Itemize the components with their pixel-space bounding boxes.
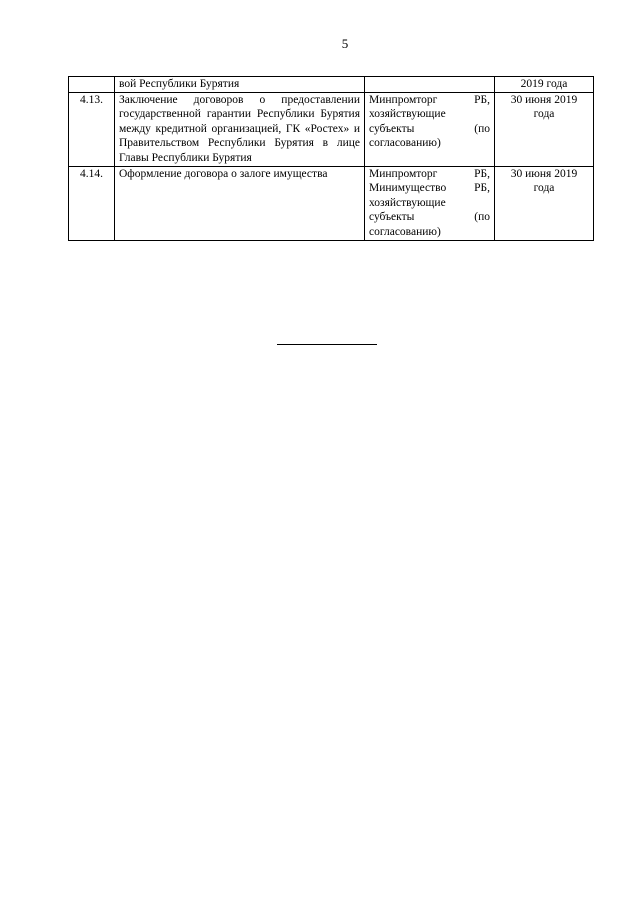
plan-table xyxy=(68,76,594,241)
page-number: 5 xyxy=(341,36,349,51)
row-number: 4.14. xyxy=(69,166,115,240)
table-row xyxy=(69,92,594,166)
row-term: 2019 года xyxy=(495,77,594,93)
row-action: вой Республики Бурятия xyxy=(115,77,365,93)
row-term: 30 июня 2019 года xyxy=(495,166,594,240)
row-number: 4.13. xyxy=(69,92,115,166)
row-term: 30 июня 2019 года xyxy=(495,92,594,166)
row-action: Заключение договоров о предоставлении государственной гарантии Республики Бурятия между кредитной организацией, ГК «Ростех» и Правительством Республики Бурятия в лице Главы Республики Бурятия xyxy=(115,92,365,166)
row-responsible xyxy=(365,77,495,93)
end-divider xyxy=(277,344,377,345)
row-responsible: Минпромторг РБ, Минимущество РБ, хозяйствующие субъекты (по согласованию) xyxy=(365,166,495,240)
table-row xyxy=(69,166,594,240)
table-row xyxy=(69,77,594,93)
row-number xyxy=(69,77,115,93)
row-action: Оформление договора о залоге имущества xyxy=(115,166,365,240)
row-responsible: Минпромторг РБ, хозяйствующие субъекты (по согласованию) xyxy=(365,92,495,166)
